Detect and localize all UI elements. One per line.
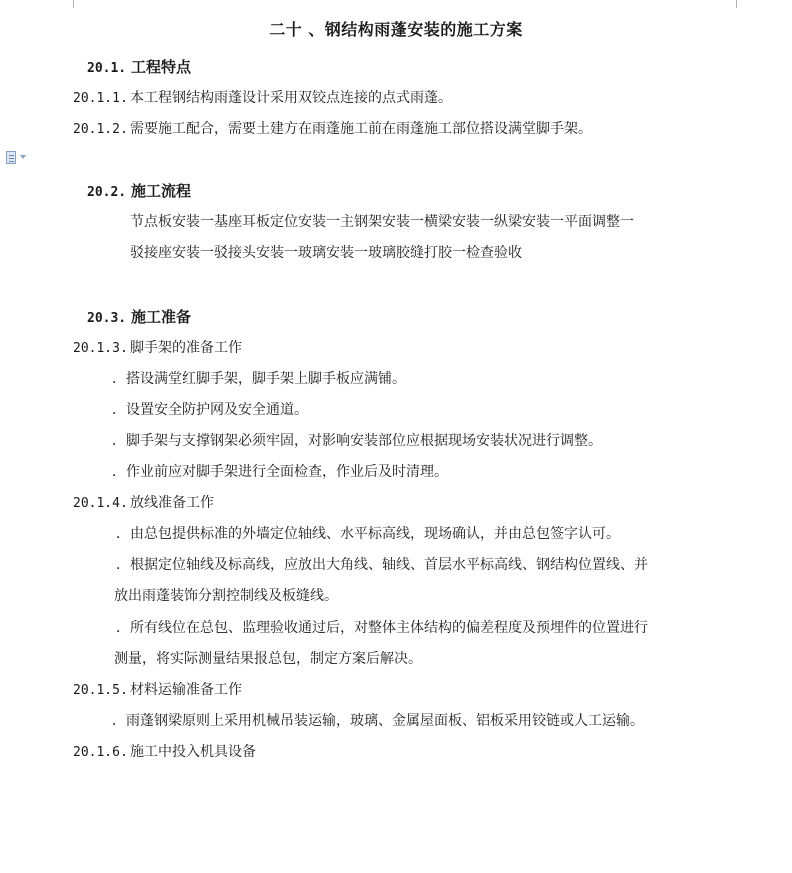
item-number: 20.1.6. <box>73 745 128 760</box>
bullet-text: 搭设满堂红脚手架，脚手架上脚手板应满铺。 <box>126 371 406 387</box>
bullet-text: 作业前应对脚手架进行全面检查，作业后及时清理。 <box>126 464 448 480</box>
list-item-20-1-3 <box>73 338 242 359</box>
bullet-item <box>112 400 308 420</box>
item-text: 本工程钢结构雨蓬设计采用双铰点连接的点式雨蓬。 <box>130 90 452 106</box>
item-text: 需要施工配合，需要土建方在雨蓬施工前在雨蓬施工部位搭设满堂脚手架。 <box>130 121 592 137</box>
bullet-marker: ． <box>116 557 130 573</box>
bullet-marker: ． <box>112 713 126 729</box>
bullet-marker: ． <box>116 620 130 636</box>
item-number: 20.1.1. <box>73 91 128 106</box>
bullet-marker: ． <box>112 464 126 480</box>
document-title: 二十 、钢结构雨蓬安装的施工方案 <box>269 20 523 39</box>
list-item-20-1-1 <box>73 88 452 109</box>
section-heading-20-2 <box>87 181 191 203</box>
page-corner-mark-left <box>73 0 74 8</box>
page-corner-mark-right <box>736 0 737 8</box>
bullet-text: 脚手架与支撑钢架必须牢固，对影响安装部位应根据现场安装状况进行调整。 <box>126 433 602 449</box>
bullet-item <box>116 524 620 544</box>
section-number: 20.3. <box>87 311 127 326</box>
bullet-item <box>112 369 406 389</box>
list-item-20-1-5 <box>73 680 242 701</box>
list-item-20-1-2 <box>73 119 592 140</box>
flow-text-line-1: 节点板安装一基座耳板定位安装一主钢架安装一横梁安装一纵梁安装一平面调整一 <box>130 214 634 230</box>
section-heading-text: 工程特点 <box>131 58 192 76</box>
document-icon <box>6 151 16 164</box>
section-heading-20-3 <box>87 307 191 329</box>
item-text: 放线准备工作 <box>130 495 214 511</box>
bullet-text: 设置安全防护网及安全通道。 <box>126 402 308 418</box>
item-number: 20.1.4. <box>73 496 128 511</box>
item-text: 施工中投入机具设备 <box>130 744 256 760</box>
section-heading-20-1 <box>87 57 191 79</box>
paragraph-options-button[interactable] <box>6 151 28 165</box>
item-number: 20.1.3. <box>73 341 128 356</box>
bullet-continuation: 放出雨蓬装饰分割控制线及板缝线。 <box>114 588 338 604</box>
bullet-text: 由总包提供标准的外墙定位轴线、水平标高线，现场确认，并由总包签字认可。 <box>130 526 620 542</box>
bullet-marker: ． <box>112 371 126 387</box>
bullet-text: 根据定位轴线及标高线，应放出大角线、轴线、首层水平标高线、钢结构位置线、并 <box>130 557 648 573</box>
section-number: 20.1. <box>87 61 127 76</box>
section-number: 20.2. <box>87 185 127 200</box>
caret-down-icon <box>20 155 26 159</box>
bullet-item <box>112 431 602 451</box>
section-heading-text: 施工准备 <box>131 308 192 326</box>
bullet-text: 所有线位在总包、监理验收通过后，对整体主体结构的偏差程度及预埋件的位置进行 <box>130 620 648 636</box>
bullet-item <box>112 462 448 482</box>
bullet-continuation: 测量，将实际测量结果报总包，制定方案后解决。 <box>114 651 422 667</box>
list-item-20-1-6 <box>73 742 256 763</box>
flow-text-line-2: 驳接座安装一驳接头安装一玻璃安装一玻璃胶缝打胶一检查验收 <box>130 245 522 261</box>
bullet-item <box>116 618 648 638</box>
bullet-marker: ． <box>112 402 126 418</box>
item-number: 20.1.5. <box>73 683 128 698</box>
bullet-marker: ． <box>112 433 126 449</box>
item-text: 脚手架的准备工作 <box>130 340 242 356</box>
bullet-item <box>112 711 644 731</box>
bullet-marker: ． <box>116 526 130 542</box>
list-item-20-1-4 <box>73 493 214 514</box>
section-heading-text: 施工流程 <box>131 182 192 200</box>
bullet-item <box>116 555 648 575</box>
item-number: 20.1.2. <box>73 122 128 137</box>
bullet-text: 雨蓬钢梁原则上采用机械吊装运输，玻璃、金属屋面板、铝板采用铰链或人工运输。 <box>126 713 644 729</box>
item-text: 材料运输准备工作 <box>130 682 242 698</box>
